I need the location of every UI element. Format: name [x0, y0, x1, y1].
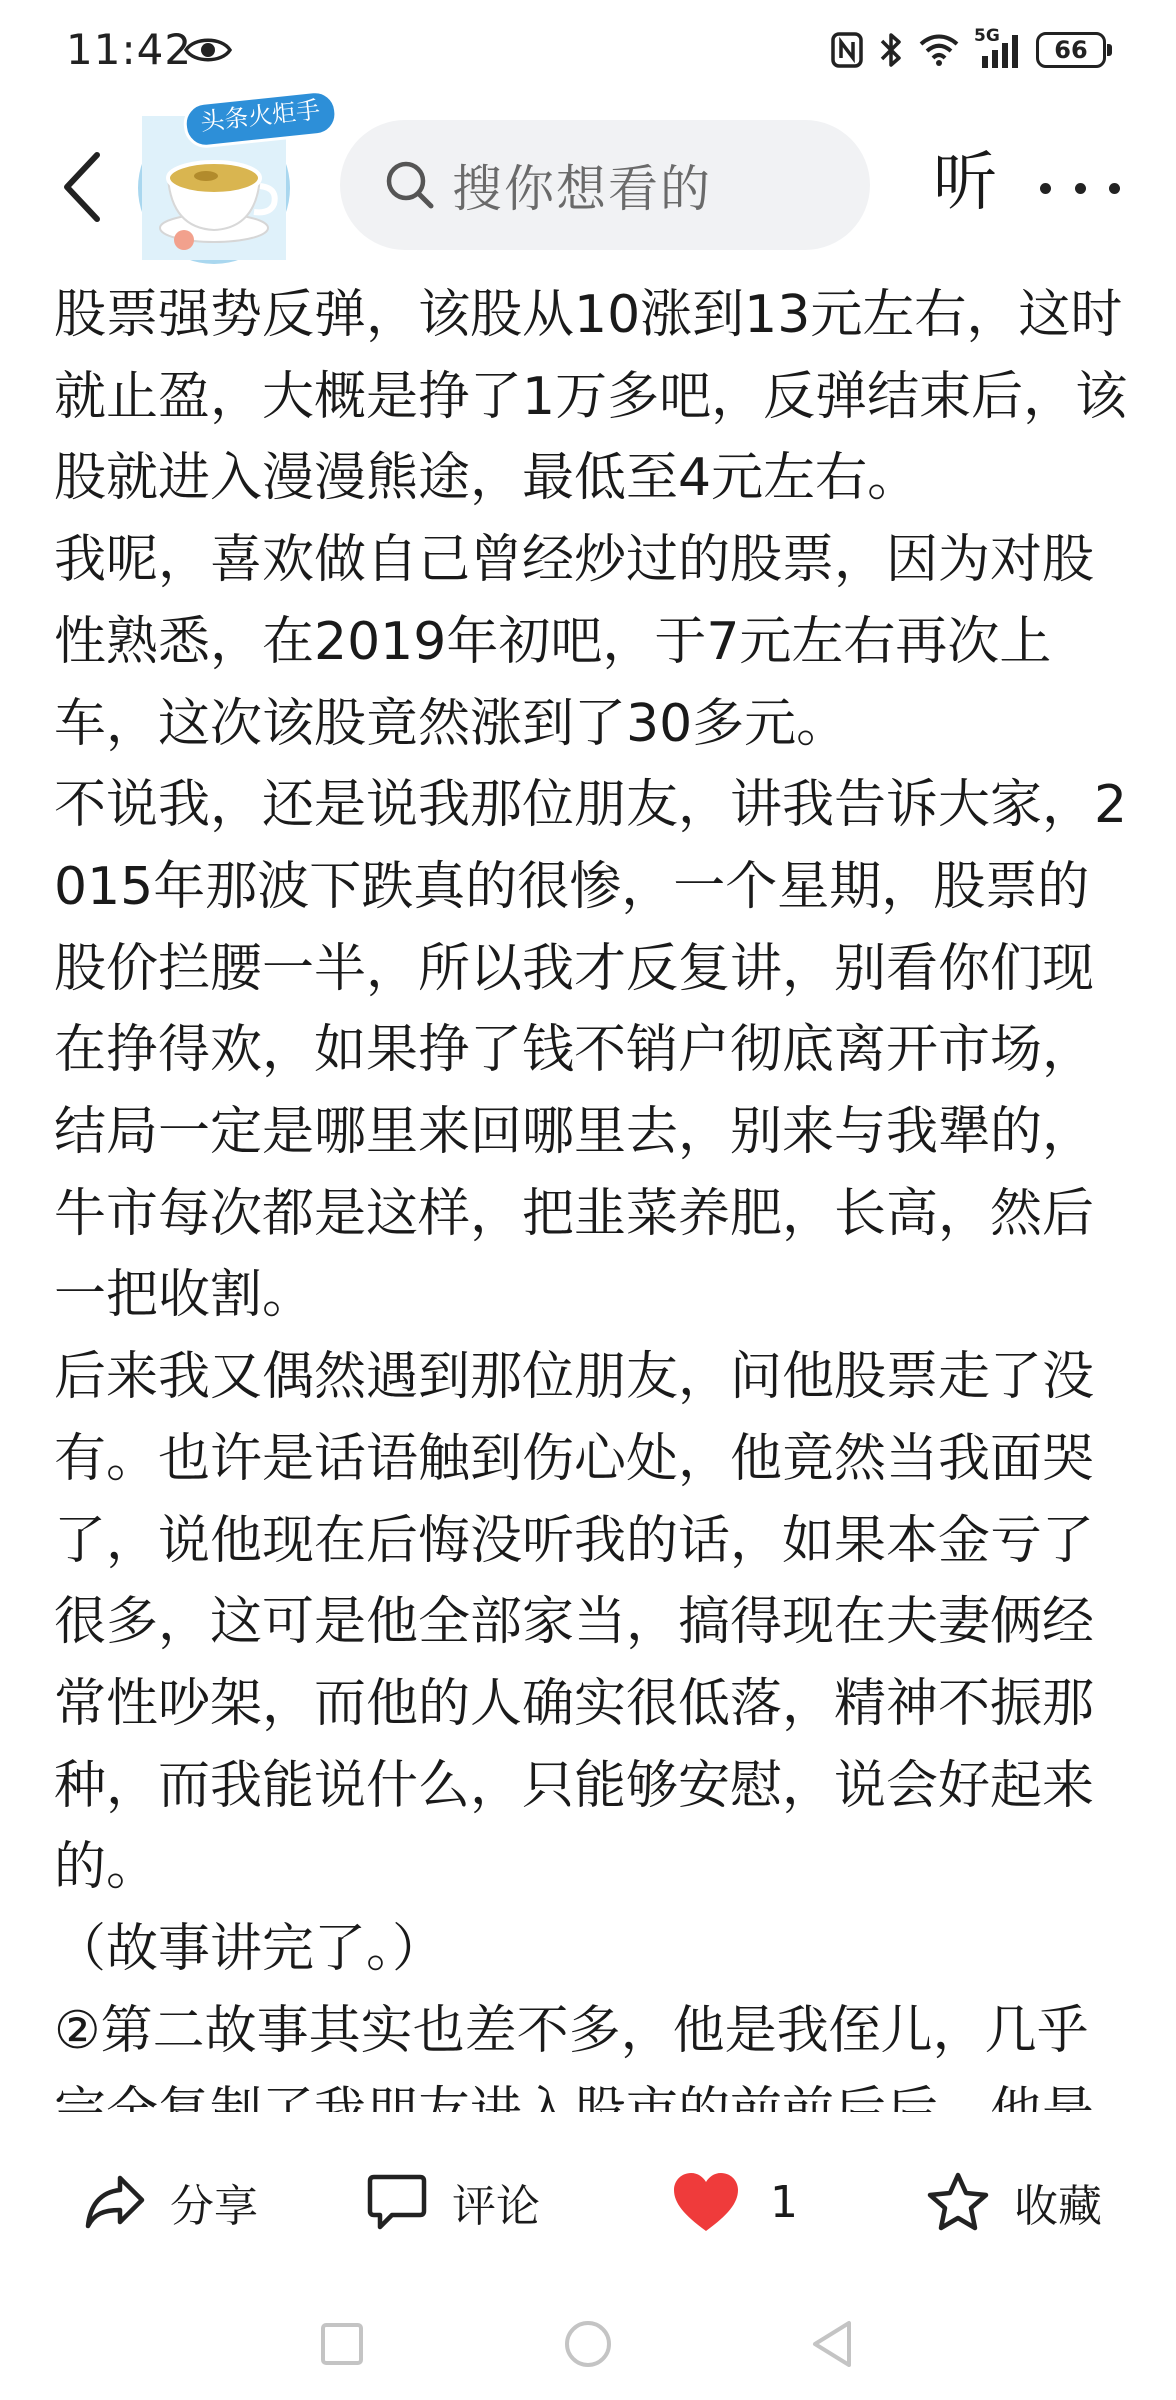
more-dot — [1109, 183, 1120, 194]
nfc-icon — [830, 31, 864, 69]
triangle-back-icon — [809, 2319, 855, 2369]
bluetooth-icon — [878, 30, 904, 70]
favorite-label: 收藏 — [1014, 2181, 1102, 2232]
share-label: 分享 — [170, 2181, 258, 2232]
search-icon — [382, 157, 438, 213]
search-input[interactable] — [340, 120, 870, 250]
battery-level: 66 — [1054, 36, 1088, 64]
bottom-action-bar — [0, 2112, 1176, 2287]
more-options-button[interactable] — [1040, 148, 1120, 228]
signal-icon — [974, 30, 1022, 70]
comment-bubble-icon — [366, 2173, 428, 2231]
article-paragraph: （故事讲完了。） — [54, 1919, 445, 1980]
star-icon — [926, 2171, 990, 2233]
eye-icon — [184, 34, 232, 66]
status-time: 11:42 — [66, 25, 193, 74]
network-type: 5G — [974, 26, 1000, 46]
listen-button[interactable]: 听 — [933, 146, 997, 220]
signal-5g — [974, 26, 1022, 70]
top-nav — [0, 95, 1176, 275]
article-paragraph: 后来我又偶然遇到那位朋友，问他股票走了没有。也许是话语触到伤心处，他竟然当我面哭了，说他现在后悔没听我的话，如果本金亏了很多，这可是他全部家当，搞得现在夫妻俩经常性吵架，而他的人确实很低落，精神不振那种，而我能说什么，只能够安慰，说会好起来的。 — [54, 1347, 1095, 1898]
more-dot — [1040, 183, 1051, 194]
home-button[interactable] — [561, 2317, 615, 2371]
battery-indicator — [1036, 32, 1106, 68]
status-bar — [0, 0, 1176, 100]
article-paragraph: 不说我，还是说我那位朋友，讲我告诉大家，2015年那波下跌真的很惨，一个星期，股票的股价拦腰一半，所以我才反复讲，别看你们现在挣得欢，如果挣了钱不销户彻底离开市场，结局一定是哪里来回哪里去，别来与我犟的，牛市每次都是这样，把韭菜养肥，长高，然后一把收割。 — [54, 775, 1128, 1326]
more-dot — [1075, 183, 1086, 194]
share-button[interactable] — [84, 2162, 258, 2242]
back-button[interactable] — [46, 142, 116, 232]
chevron-left-icon — [59, 151, 103, 223]
comment-button[interactable] — [366, 2162, 540, 2242]
heart-icon — [672, 2171, 740, 2233]
article-paragraph: ②第二故事其实也差不多，他是我侄儿，几乎 — [54, 2000, 1089, 2061]
share-arrow-icon — [84, 2174, 146, 2230]
like-button[interactable] — [672, 2162, 798, 2242]
article-paragraph: 股票强势反弹，该股从10涨到13元左右，这时就止盈，大概是挣了1万多吧，反弹结束后，该股就进入漫漫熊途，最低至4元左右。 — [54, 285, 1128, 509]
system-nav-bar — [0, 2287, 1176, 2400]
comment-label: 评论 — [452, 2181, 540, 2232]
search-placeholder: 搜你想看的 — [452, 160, 712, 218]
author-badge: 头条火炬手 — [182, 88, 340, 150]
recent-apps-button[interactable] — [315, 2317, 369, 2371]
like-count: 1 — [770, 2176, 798, 2228]
wifi-icon — [918, 33, 960, 67]
article-paragraph: 我呢，喜欢做自己曾经炒过的股票，因为对股性熟悉，在2019年初吧，于7元左右再次上车，这次该股竟然涨到了30多元。 — [54, 530, 1095, 754]
status-icons — [830, 24, 1106, 76]
favorite-button[interactable] — [926, 2162, 1102, 2242]
system-back-button[interactable] — [805, 2317, 859, 2371]
article-body — [54, 275, 1134, 2112]
square-icon — [319, 2321, 365, 2367]
circle-icon — [563, 2319, 613, 2369]
